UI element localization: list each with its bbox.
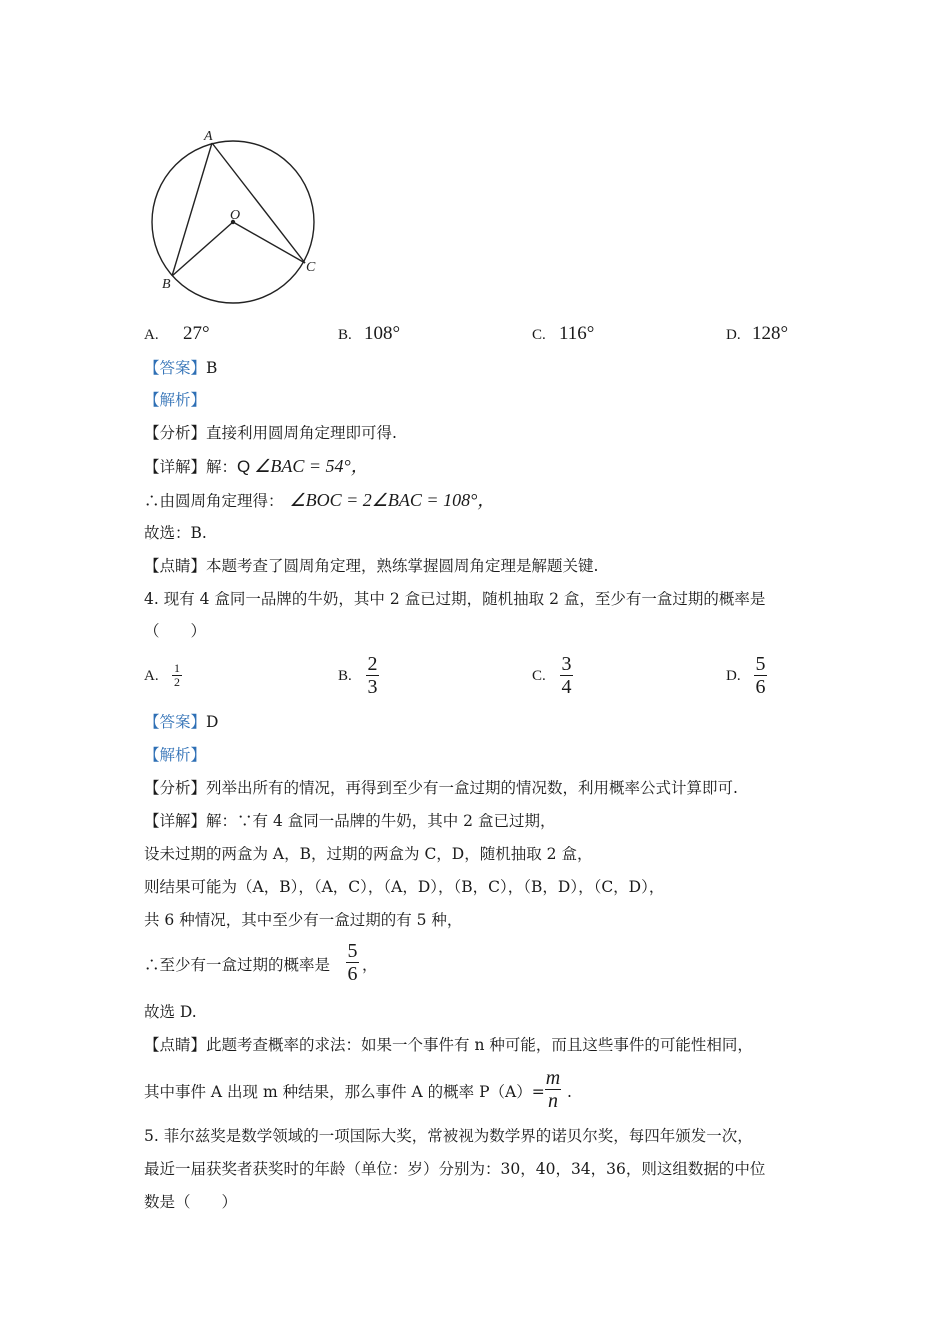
answer-tag: 【答案】 (144, 713, 207, 731)
fenxi-text: 直接利用圆周角定理即可得. (206, 424, 397, 442)
label-b: B (162, 277, 171, 292)
denominator: n (548, 1090, 558, 1112)
q4-conclusion: 故选 D. (144, 1003, 197, 1021)
q3-answer (144, 357, 217, 379)
q3-option-a-value: 27° (183, 323, 210, 344)
radius-ob (172, 222, 233, 276)
q3-fenxi (144, 422, 397, 444)
geometry-figure (140, 120, 340, 320)
q4-answer (144, 711, 218, 733)
q4-xiangjie (144, 810, 555, 832)
answer-tag: 【答案】 (144, 359, 207, 377)
label-o: O (230, 208, 241, 223)
q4-stem-line1: 4. 现有 4 盒同一品牌的牛奶，其中 2 盒已过期，随机抽取 2 盒，至少有一盒过期的概率是 (144, 590, 766, 608)
q4-result-fraction (346, 940, 359, 985)
q4-dianjing-line2-end: . (567, 1083, 572, 1101)
numerator: 3 (561, 653, 572, 675)
q4-dianjing (144, 1034, 753, 1056)
dianjing-tag: 【点睛】 (144, 1036, 207, 1054)
q4-option-d-fraction (754, 653, 767, 698)
q3-option-b-value: 108° (364, 323, 401, 344)
q4-formula-fraction (545, 1067, 561, 1112)
q4-line-d-end: ， (362, 956, 378, 974)
q4-analysis-tag: 【解析】 (144, 746, 207, 764)
q4-option-b-letter: B. (338, 668, 352, 684)
radius-oc (233, 222, 305, 263)
answer-value: D (206, 713, 219, 731)
fenxi-tag: 【分析】 (144, 424, 207, 442)
q3-option-d-value: 128° (752, 323, 789, 344)
numerator: 2 (367, 653, 378, 675)
denominator: 6 (755, 676, 766, 698)
denominator: 4 (561, 676, 572, 698)
chord-ac (212, 143, 305, 263)
because-symbol: Q (237, 457, 251, 476)
q5-stem-line1: 5. 菲尔兹奖是数学领域的一项国际大奖，常被视为数学界的诺贝尔奖，每四年颁发一次， (144, 1127, 753, 1145)
q5-stem-line3: 数是（ ） (144, 1193, 238, 1211)
dianjing-text: 本题考查了圆周角定理，熟练掌握圆周角定理是解题关键. (206, 557, 599, 575)
dianjing-tag: 【点睛】 (144, 557, 207, 575)
q3-option-a-letter: A. (144, 327, 159, 343)
q4-option-a-fraction (172, 662, 182, 689)
q3-therefore (144, 489, 495, 512)
numerator: 5 (755, 653, 766, 675)
q4-fenxi (144, 777, 738, 799)
q4-dianjing-line2: 其中事件 A 出现 m 种结果，那么事件 A 的概率 P（A）= (144, 1083, 545, 1101)
fenxi-tag: 【分析】 (144, 779, 207, 797)
q4-option-d-letter: D. (726, 668, 741, 684)
numerator: 1 (174, 661, 180, 675)
numerator: m (545, 1067, 561, 1089)
q4-option-a-letter: A. (144, 668, 159, 684)
q5-stem-line2: 最近一届获奖者获奖时的年龄（单位：岁）分别为：30，40，34，36，则这组数据的中位 (144, 1160, 766, 1178)
q4-stem-line2: （ ） (144, 622, 207, 640)
xiangjie-tag: 【详解】 (144, 458, 207, 476)
label-a: A (204, 129, 213, 144)
label-c: C (306, 260, 316, 275)
q3-option-c-letter: C. (532, 327, 546, 343)
q3-xiangjie (144, 455, 369, 478)
q4-line-c: 共 6 种情况，其中至少有一盒过期的有 5 种， (144, 911, 463, 929)
q3-conclusion: 故选：B. (144, 524, 207, 542)
fenxi-text: 列举出所有的情况，再得到至少有一盒过期的情况数，利用概率公式计算即可. (206, 779, 738, 797)
q4-line-d: ∴至少有一盒过期的概率是 (144, 956, 331, 974)
dianjing-text: 此题考查概率的求法：如果一个事件有 n 种可能，而且这些事件的可能性相同， (206, 1036, 753, 1054)
xiangjie-prefix: 解： (206, 458, 238, 476)
answer-value: B (206, 359, 218, 377)
q3-dianjing (144, 555, 598, 577)
eq-boc: ∠BOC = 2∠BAC = 108°， (289, 490, 496, 510)
numerator: 5 (347, 940, 358, 962)
q3-option-b-letter: B. (338, 327, 352, 343)
q4-line-a: 设未过期的两盒为 A，B，过期的两盒为 C，D，随机抽取 2 盒， (144, 845, 593, 863)
q3-analysis-tag: 【解析】 (144, 391, 207, 409)
q4-option-c-letter: C. (532, 668, 546, 684)
denominator: 2 (174, 675, 180, 689)
eq-bac: ∠BAC = 54°， (254, 456, 369, 476)
q3-option-d-letter: D. (726, 327, 741, 343)
xiangjie-tag: 【详解】 (144, 812, 207, 830)
denominator: 3 (367, 676, 378, 698)
xiangjie-text: 解：∵有 4 盒同一品牌的牛奶，其中 2 盒已过期， (206, 812, 556, 830)
q3-option-c-value: 116° (559, 323, 595, 344)
therefore-text: ∴由圆周角定理得： (144, 492, 284, 510)
q4-line-b: 则结果可能为（A，B），（A，C），（A，D），（B，C），（B，D），（C，D）， (144, 878, 665, 896)
denominator: 6 (347, 963, 358, 985)
q4-option-c-fraction (560, 653, 573, 698)
q4-option-b-fraction (366, 653, 379, 698)
